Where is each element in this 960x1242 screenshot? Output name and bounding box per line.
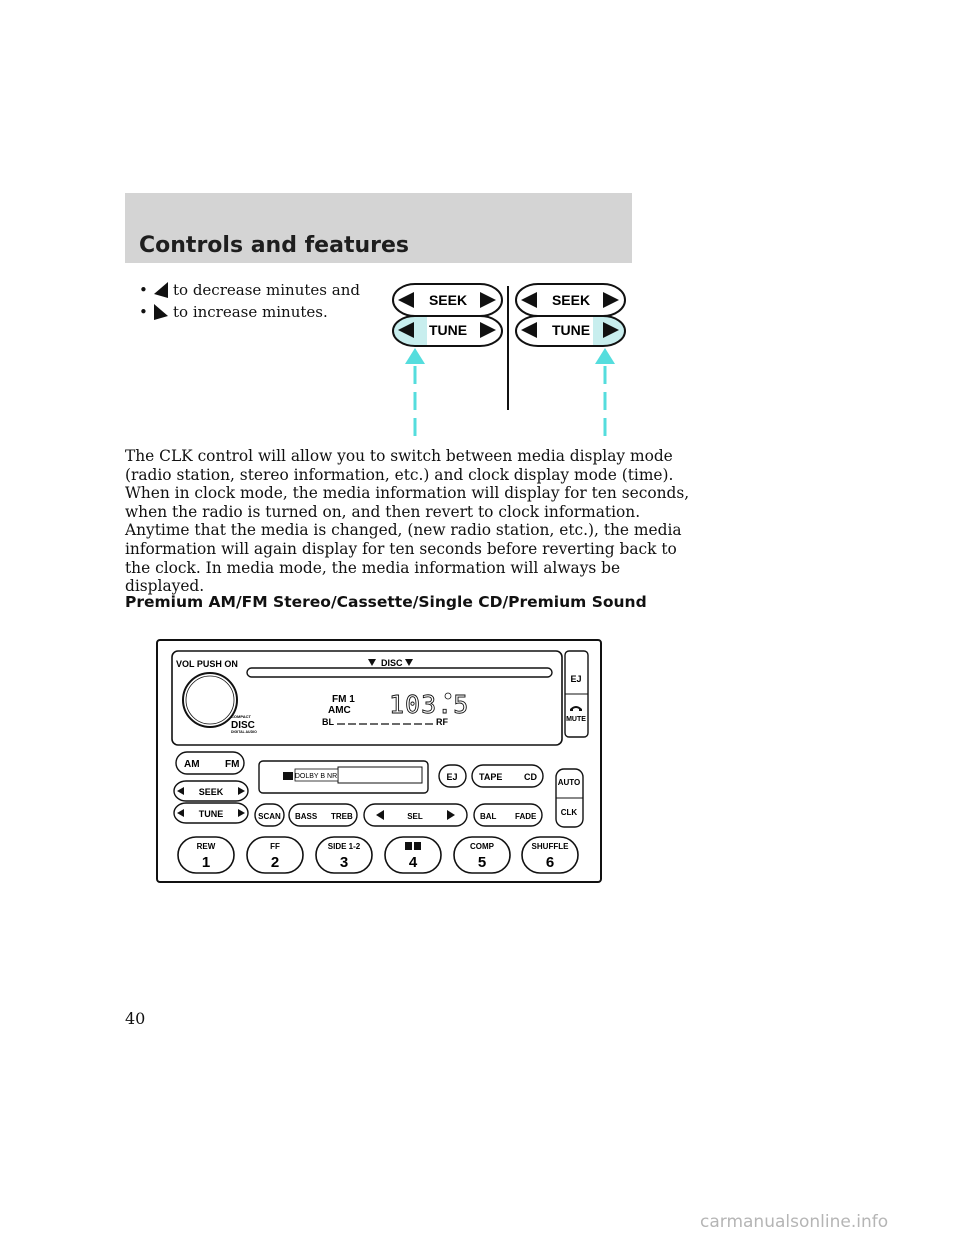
bal-label: BAL <box>480 812 497 821</box>
svg-text:COMPACT: COMPACT <box>231 714 251 719</box>
svg-text:4: 4 <box>408 854 418 871</box>
tune-label: TUNE <box>428 322 468 338</box>
section-subheading: Premium AM/FM Stereo/Cassette/Single CD/Premium Sound <box>125 593 647 611</box>
preset-button-4[interactable] <box>385 837 441 873</box>
amc-indicator: AMC <box>328 705 351 716</box>
seek-tune-right <box>516 284 625 346</box>
vol-label: VOL PUSH ON <box>176 659 238 669</box>
disc-label: DISC <box>381 658 403 668</box>
preset-button-5[interactable] <box>454 837 510 873</box>
tune-label: TUNE <box>198 809 224 819</box>
volume-knob[interactable] <box>183 673 237 727</box>
dashed-pointer-left <box>405 348 425 440</box>
bullet-text: to decrease minutes and <box>173 281 360 299</box>
svg-text:COMP: COMP <box>470 842 494 851</box>
dolby-icon <box>283 772 293 780</box>
band-indicator: FM 1 <box>332 694 355 705</box>
dashed-pointer-right <box>595 348 615 440</box>
svg-text:SCAN: SCAN <box>258 812 281 821</box>
page-title: Controls and features <box>139 233 409 258</box>
sel-label: SEL <box>407 812 423 821</box>
svg-text:FF: FF <box>270 842 280 851</box>
bass-label: BASS <box>295 812 318 821</box>
svg-text:2: 2 <box>270 854 280 871</box>
clk-label: CLK <box>560 808 578 817</box>
mute-button[interactable]: MUTE <box>566 716 586 723</box>
watermark: carmanualsonline.info <box>700 1212 889 1232</box>
svg-text:6: 6 <box>545 854 555 871</box>
treb-label: TREB <box>331 812 353 821</box>
radio-faceplate <box>156 639 602 884</box>
seek-label: SEEK <box>198 787 224 797</box>
svg-text:5: 5 <box>477 854 487 871</box>
tape-label: TAPE <box>479 772 503 782</box>
cd-slot[interactable] <box>247 668 552 677</box>
cd-label: CD <box>524 772 537 782</box>
fade-label: FADE <box>515 812 537 821</box>
seek-label: SEEK <box>551 292 591 308</box>
seek-tune-diagram <box>390 282 640 442</box>
dolby-icon <box>405 842 412 850</box>
svg-text:3: 3 <box>339 854 349 871</box>
preset-button-1[interactable] <box>178 837 234 873</box>
svg-text:DIGITAL AUDIO: DIGITAL AUDIO <box>231 730 257 734</box>
preset-button-2[interactable] <box>247 837 303 873</box>
svg-text:1: 1 <box>201 854 211 871</box>
tune-right-arrow-icon <box>480 322 496 338</box>
svg-text:EJ: EJ <box>446 772 458 782</box>
am-label: AM <box>184 759 200 770</box>
clk-paragraph: The CLK control will allow you to switch between media display mode (radio station, stereo information, etc.) and clock display mode (time). When in clock mode, the media information will display for ten seconds, when the radio is turned on, and then revert to clock information. Anytime that the media is changed, (new radio station, etc.), the media information will again display for ten seconds before reverting back to the clock. In media mode, the media information will always be displayed. <box>125 447 690 596</box>
preset-button-6[interactable] <box>522 837 578 873</box>
right-arrow-icon <box>153 304 169 320</box>
balance-bl-label: BL <box>322 717 334 727</box>
auto-label: AUTO <box>557 778 581 787</box>
balance-rf-label: RF <box>436 717 448 727</box>
dolby-label: DOLBY B NR <box>294 773 338 780</box>
bullet-text: to increase minutes. <box>173 303 328 321</box>
frequency-display: 103.5 <box>389 690 470 719</box>
tune-left-arrow-icon <box>521 322 537 338</box>
preset-button-3[interactable] <box>316 837 372 873</box>
left-arrow-icon <box>153 282 169 298</box>
svg-text:SIDE 1-2: SIDE 1-2 <box>327 842 361 851</box>
cd-eject-button[interactable]: EJ <box>570 674 582 684</box>
svg-text:SHUFFLE: SHUFFLE <box>531 842 569 851</box>
page-number: 40 <box>125 1009 146 1028</box>
svg-text:DISC: DISC <box>231 720 255 731</box>
tune-label: TUNE <box>551 322 591 338</box>
fm-label: FM <box>225 759 240 770</box>
svg-text:REW: REW <box>196 842 216 851</box>
seek-label: SEEK <box>428 292 468 308</box>
seek-tune-left <box>393 284 502 346</box>
